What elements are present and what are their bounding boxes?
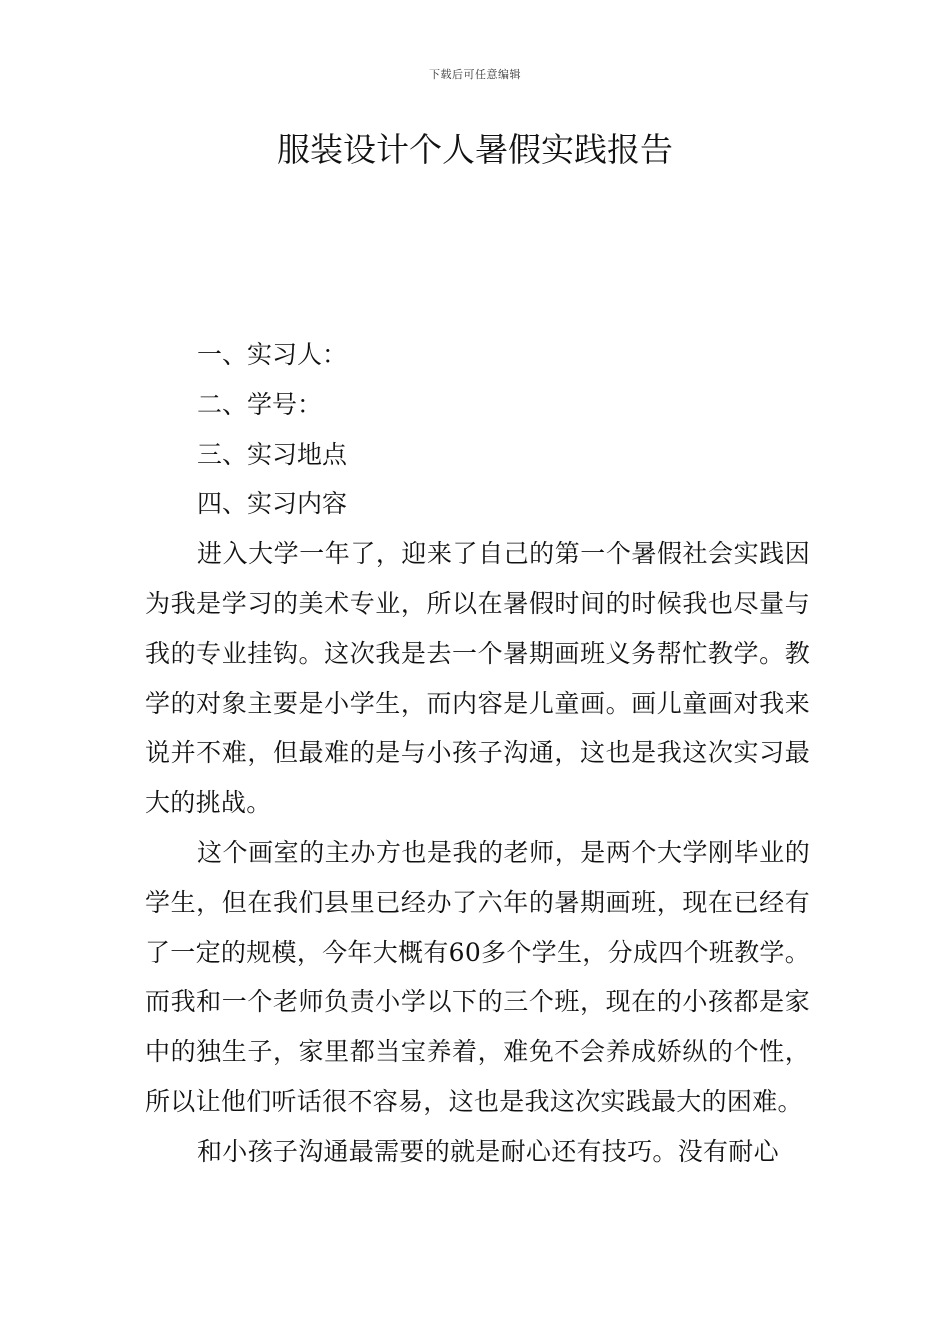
field-content: 四、实习内容 bbox=[197, 489, 348, 519]
field-student-id: 二、学号： bbox=[197, 389, 323, 419]
paragraph: 这个画室的主办方也是我的老师，是两个大学刚毕业的学生，但在我们县里已经办了六年的暑期画班，现在已经有了一定的规模，今年大概有60多个学生，分成四个班教学。而我和一个老师负责小学以下的三个班，现在的小孩都是家中的独生子，家里都当宝养着，难免不会养成娇纵的个性，所以让他们听话很不容易，这也是我这次实践最大的困难。 bbox=[145, 837, 810, 1116]
document-body bbox=[145, 330, 810, 1177]
document-title: 服装设计个人暑假实践报告 bbox=[277, 130, 673, 169]
paragraph: 和小孩子沟通最需要的就是耐心还有技巧。没有耐心 bbox=[197, 1136, 779, 1166]
header-note: 下载后可任意编辑 bbox=[429, 68, 521, 81]
field-location: 三、实习地点 bbox=[197, 439, 348, 469]
paragraph: 进入大学一年了，迎来了自己的第一个暑假社会实践因为我是学习的美术专业，所以在暑假时间的时候我也尽量与我的专业挂钩。这次我是去一个暑期画班义务帮忙教学。教学的对象主要是小学生，而内容是儿童画。画儿童画对我来说并不难，但最难的是与小孩子沟通，这也是我这次实习最大的挑战。 bbox=[145, 539, 810, 818]
field-intern: 一、实习人： bbox=[197, 340, 348, 369]
